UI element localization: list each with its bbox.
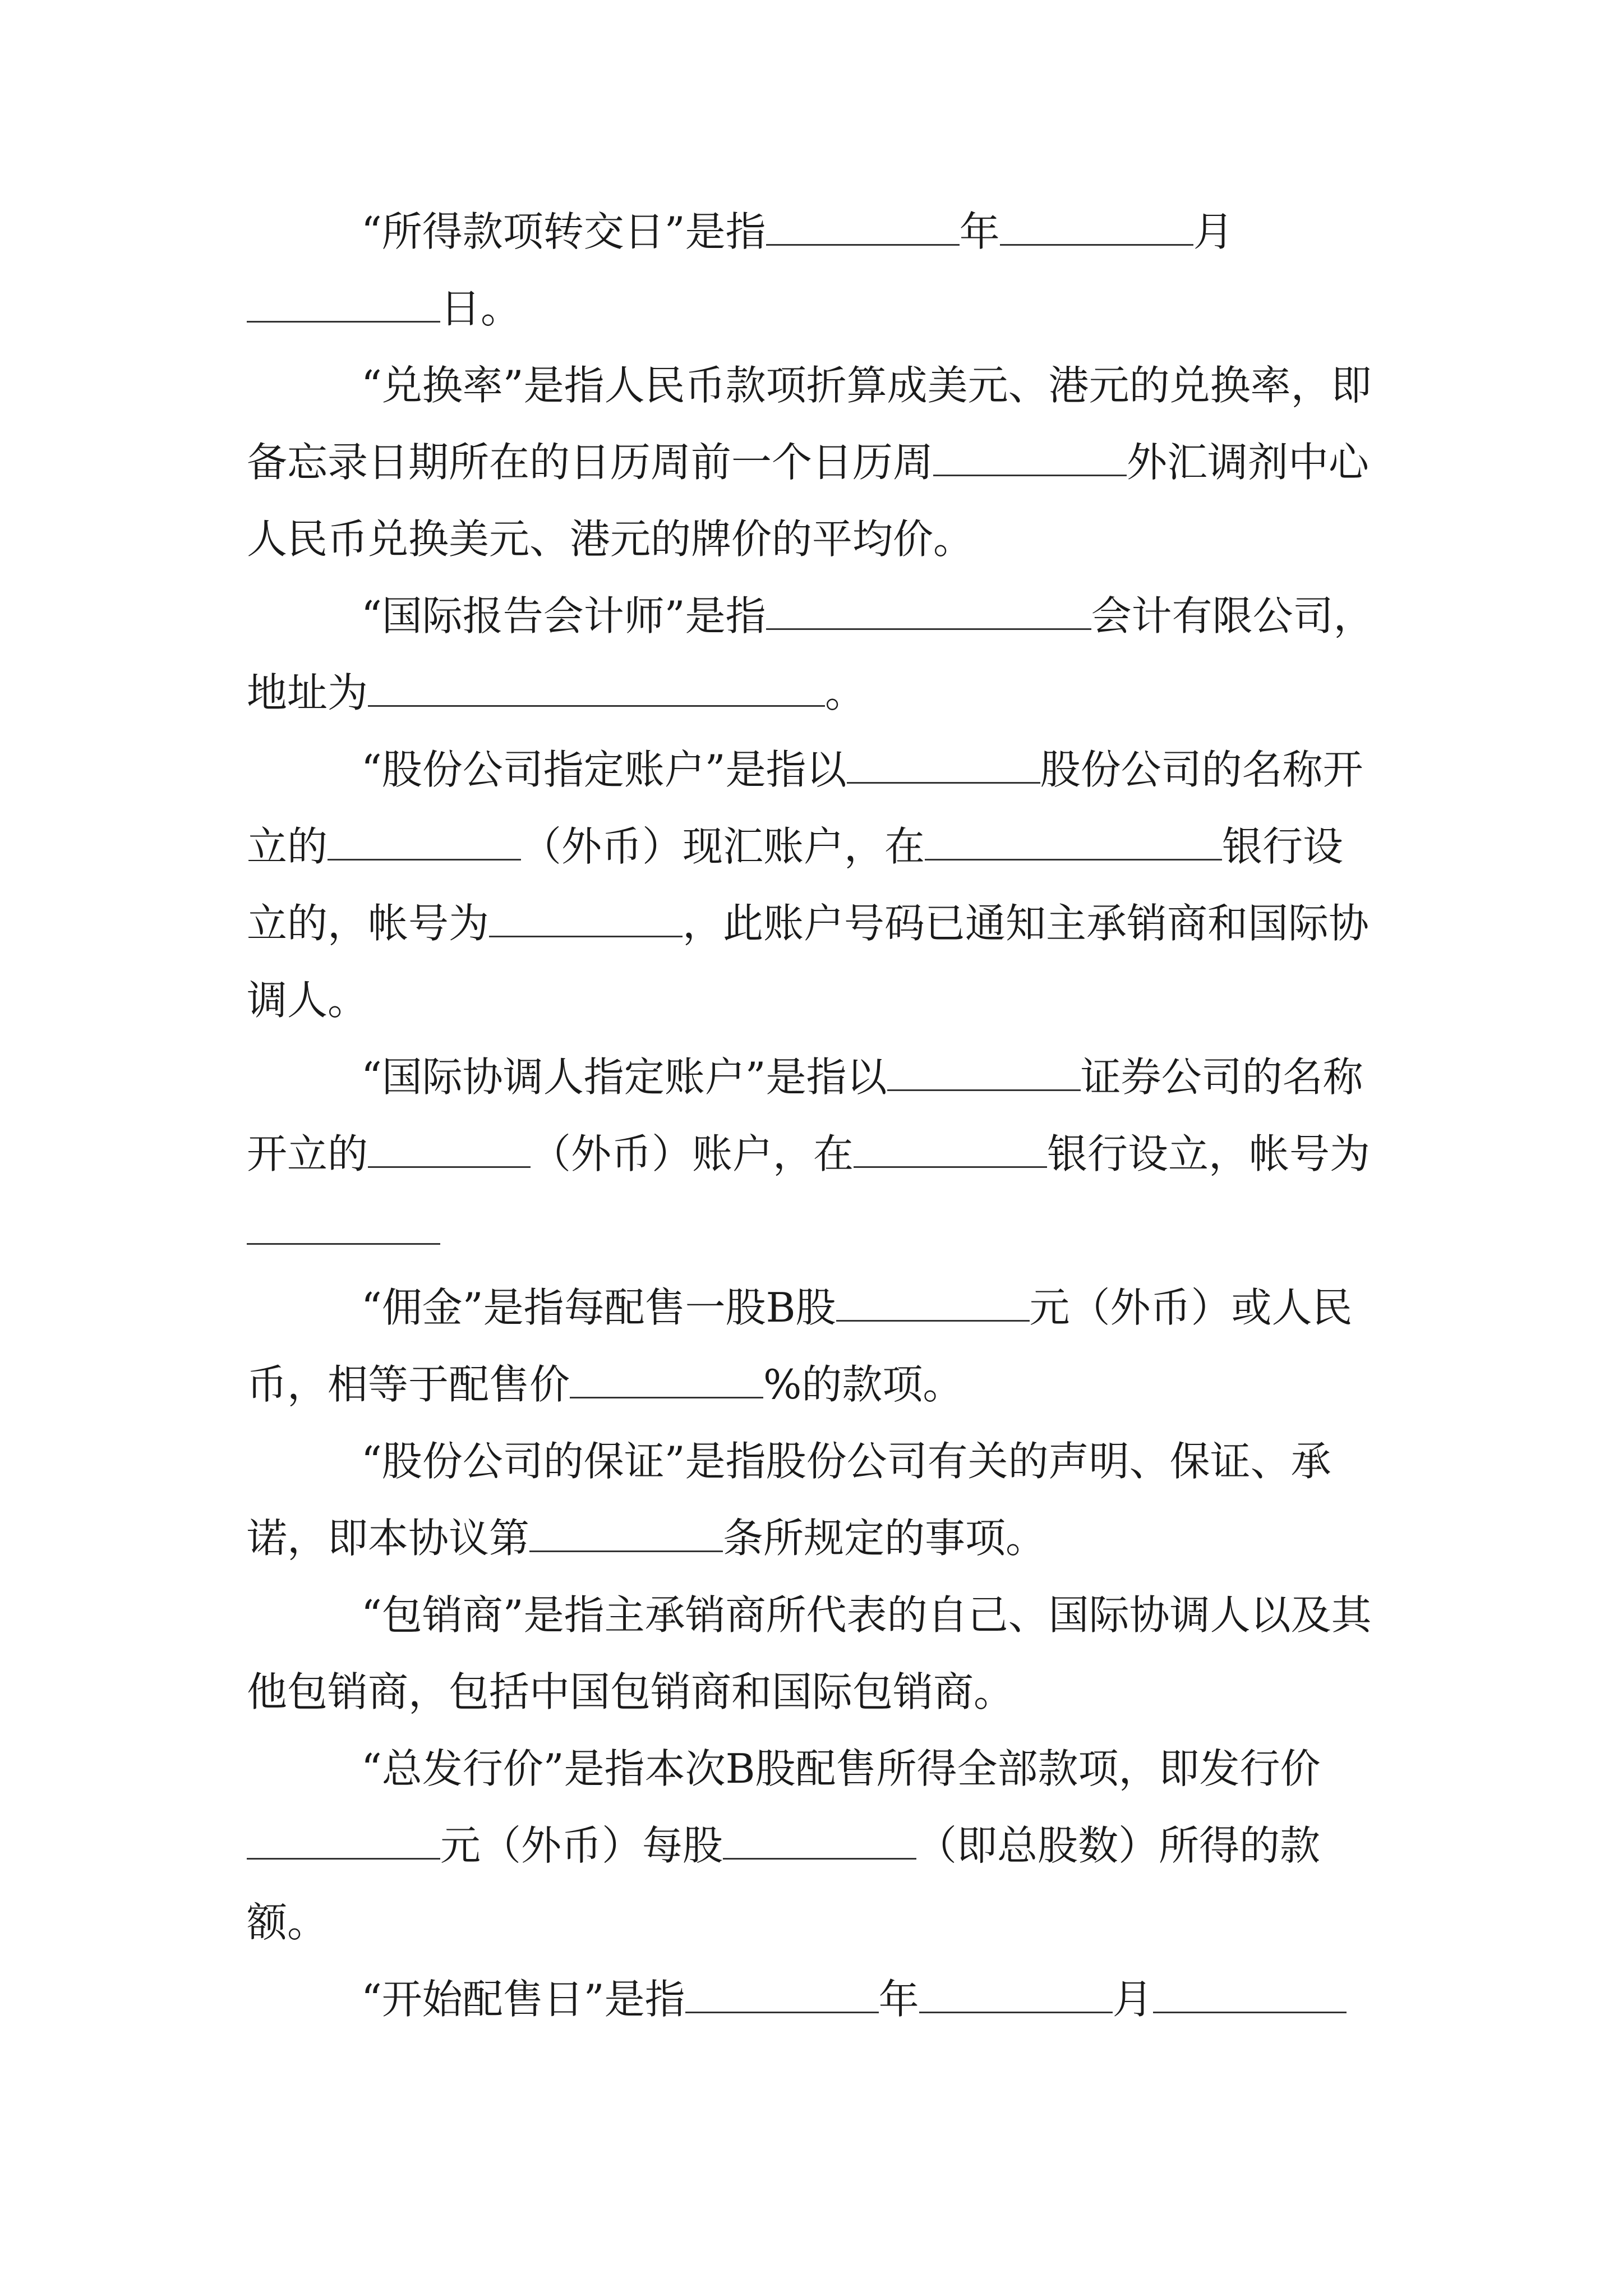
definition-company-warranty: [247, 1423, 1380, 1577]
blank-line: [529, 1517, 723, 1552]
text-segment: 元（外币）每股: [440, 1822, 723, 1869]
text-segment: ，此账户号码已通知主承销商和国际协调人。: [247, 900, 1370, 1024]
text-segment: “总发行价”是指本次B股配售所得全部款项，即发行价: [361, 1745, 1321, 1792]
definition-coordinator-account: [247, 1039, 1380, 1269]
blank-line: [723, 1824, 916, 1860]
blank-line: [368, 671, 825, 707]
definition-transfer-date: [247, 194, 1380, 347]
blank-line: [247, 1824, 440, 1860]
text-segment: 年: [959, 208, 1000, 255]
text-segment: 年: [878, 1976, 919, 2023]
blank-line: [925, 825, 1222, 861]
text-segment: 股份公司的名称开立的: [247, 746, 1363, 870]
text-segment: （即总股数）所得的款额。: [247, 1822, 1321, 1946]
text-segment: “佣金”是指每配售一股B股: [361, 1284, 836, 1331]
blank-line: [368, 1133, 531, 1168]
blank-line: [854, 1133, 1047, 1168]
blank-line: [328, 825, 521, 861]
blank-line: [766, 595, 1091, 630]
blank-line: [766, 210, 960, 246]
text-segment: 银行设立的，帐号为: [247, 823, 1344, 947]
definitions-text: [247, 194, 1380, 2038]
blank-line: [933, 441, 1127, 476]
definition-offer-start-date: [247, 1961, 1380, 2038]
blank-line: [685, 1978, 879, 2013]
blank-line: [247, 287, 440, 323]
text-segment: （外币）现汇账户，在: [521, 823, 925, 870]
blank-line: [847, 748, 1040, 784]
text-segment: “所得款项转交日”是指: [361, 208, 766, 255]
text-segment: 外汇调剂中心人民币兑换美元、港元的牌价的平均价。: [247, 439, 1370, 563]
text-segment: “包销商”是指主承销商所代表的自己、国际协调人以及其他包销商，包括中国包销商和国际包销商。: [247, 1591, 1372, 1715]
text-segment: （外币）账户，在: [531, 1130, 854, 1177]
text-segment: 条所规定的事项。: [723, 1515, 1046, 1562]
text-segment: “股份公司指定账户”是指以: [361, 746, 847, 793]
text-segment: 月: [1112, 1976, 1153, 2023]
blank-line: [570, 1363, 763, 1398]
text-segment: “国际协调人指定账户”是指以: [361, 1053, 887, 1101]
blank-line: [1000, 210, 1193, 246]
definition-exchange-rate: [247, 347, 1380, 578]
blank-line: [919, 1978, 1113, 2013]
text-segment: “兑换率”是指人民币款项折算成美元、港元的兑换率，即备忘录日期所在的日历周前一个日历周: [247, 362, 1372, 486]
text-segment: “国际报告会计师”是指: [361, 592, 766, 639]
text-segment: 月: [1193, 208, 1234, 255]
text-segment: 日。: [440, 285, 522, 332]
text-segment: 。: [825, 669, 866, 716]
definition-company-account: [247, 731, 1380, 1039]
blank-line: [1153, 1978, 1347, 2013]
blank-line: [247, 1209, 440, 1245]
text-segment: “股份公司的保证”是指股份公司有关的声明、保证、承诺，即本协议第: [247, 1438, 1331, 1562]
text-segment: “开始配售日”是指: [361, 1976, 685, 2023]
definition-international-accountant: [247, 578, 1380, 731]
blank-line: [887, 1056, 1081, 1091]
definition-total-offer-price: [247, 1731, 1380, 1961]
text-segment: %的款项。: [763, 1361, 963, 1408]
text-segment: 会计有限公司，地址为: [247, 592, 1374, 716]
text-segment: 银行设立，帐号为: [1047, 1130, 1371, 1177]
blank-line: [836, 1286, 1030, 1322]
blank-line: [489, 902, 683, 937]
definition-commission: [247, 1269, 1380, 1423]
definition-underwriters: [247, 1577, 1380, 1731]
text-segment: 元（外币）或人民币，相等于配售价: [247, 1284, 1353, 1408]
text-segment: 证券公司的名称开立的: [247, 1053, 1363, 1177]
